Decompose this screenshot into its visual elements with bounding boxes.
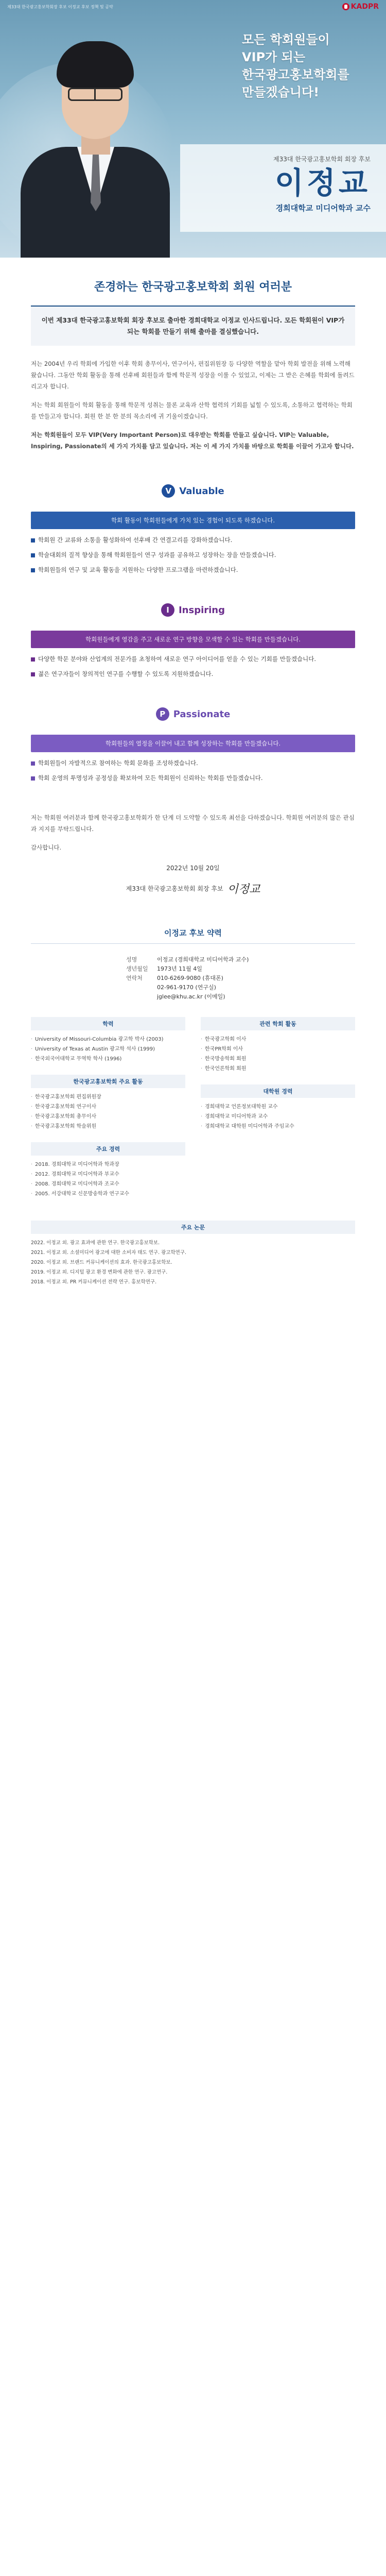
intro-paragraph: 저는 학회원들이 모두 VIP(Very Important Person)로 대우받는 학회를 만들고 싶습니다. VIP는 Valuable, Inspiring, Passionate의 세 가지 가치를 담고 있습니다. 저는 이 세 가지 가치를 바탕으로 학회를 이끌어 가고자 합니다. [31, 431, 354, 450]
list-item: 학회원 간 교류와 소통을 활성화하여 선후배 간 연결고리를 강화하겠습니다. [31, 535, 355, 545]
headline-line: VIP가 되는 [242, 50, 306, 64]
list-item: · 한국광고홍보학회 학술위원 [31, 1123, 185, 1131]
papers-list [31, 1239, 355, 1286]
info-row: 생년월일 1973년 11월 4일 [126, 965, 202, 972]
profile-title: 이정교 후보 약력 [31, 927, 355, 944]
value-inspiring [31, 594, 355, 679]
hero-headline [242, 31, 365, 101]
value-word: Passionate [173, 708, 231, 720]
list-item: 다양한 학문 분야와 산업계의 전문가를 초청하여 새로운 연구 아이디어를 얻을 수 있는 기회를 만들겠습니다. [31, 654, 355, 664]
closing-paragraph: 감사합니다. [31, 844, 62, 851]
candidate-position: 제33대 한국광고홍보학회 회장 후보 [273, 156, 371, 163]
value-letter-badge: P [156, 707, 169, 721]
handwritten-signature: 이정교 [227, 883, 260, 896]
list-item: 2019. 이정교 외. 디지털 광고 환경 변화에 관한 연구. 광고연구. [31, 1269, 168, 1275]
list-item: · University of Missouri-Columbia 광고학 박사 (2003) [31, 1036, 185, 1044]
square-bullet-icon [31, 568, 35, 572]
intro-paragraph: 저는 학회 회원들이 학회 활동을 통해 학문적 성취는 물론 교육과 산학 협력의 기회를 넓힐 수 있도록, 소통하고 협력하는 학회를 만들고자 합니다. 회원 한 분 한 분의 목소리에 귀 기울이겠습니다. [31, 401, 353, 420]
profile-section [0, 907, 386, 1221]
value-description: 학회원들의 열정을 이끌어 내고 함께 성장하는 학회를 만들겠습니다. [31, 735, 355, 752]
university-list [201, 1103, 355, 1131]
intro-title: 존경하는 한국광고홍보학회 회원 여러분 [94, 281, 292, 294]
list-item: · 2018. 경희대학교 미디어학과 학과장 [31, 1161, 185, 1169]
list-item: · 경희대학교 미디어학과 교수 [201, 1113, 355, 1121]
papers-heading: 주요 논문 [31, 1221, 355, 1234]
list-item: 젊은 연구자들이 창의적인 연구를 수행할 수 있도록 지원하겠습니다. [31, 669, 355, 679]
headline-line: 만들겠습니다! [242, 85, 320, 99]
papers-section [0, 1221, 386, 1309]
value-letter-badge: V [162, 484, 175, 498]
logo-icon [342, 3, 349, 10]
list-item: 2021. 이정교 외. 소셜미디어 광고에 대한 소비자 태도 연구. 광고학연구. [31, 1250, 187, 1256]
career-list [31, 1161, 185, 1198]
square-bullet-icon [31, 776, 35, 781]
list-item: 2020. 이정교 외. 브랜드 커뮤니케이션의 효과. 한국광고홍보학보. [31, 1260, 172, 1265]
value-word: Valuable [179, 485, 224, 497]
values-section [0, 469, 386, 807]
info-row: jglee@khu.ac.kr (이메일) [157, 993, 225, 1000]
list-item: · 한국외국어대학교 무역학 학사 (1996) [31, 1055, 185, 1063]
personal-info [126, 955, 260, 1002]
education-heading: 학력 [31, 1017, 185, 1030]
square-bullet-icon [31, 672, 35, 676]
external-list [201, 1036, 355, 1073]
intro-lead-box [31, 306, 355, 346]
candidate-affiliation: 경희대학교 미디어학과 교수 [275, 204, 371, 213]
letter-date: 2022년 10월 20일 [166, 865, 220, 872]
list-item: 2022. 이정교 외. 광고 효과에 관한 연구. 한국광고홍보학보. [31, 1240, 160, 1246]
list-item: · 2008. 경희대학교 미디어학과 조교수 [31, 1180, 185, 1189]
profile-column-right [201, 1017, 355, 1200]
square-bullet-icon [31, 657, 35, 662]
closing-section [0, 807, 386, 907]
list-item: · 한국광고홍보학회 총무이사 [31, 1113, 185, 1121]
hero-headline-area [180, 31, 386, 101]
list-item: · 한국광고홍보학회 연구이사 [31, 1103, 185, 1111]
education-list [31, 1036, 185, 1063]
list-item: 학술대회의 질적 향상을 통해 학회원들이 연구 성과를 공유하고 성장하는 장을 만들겠습니다. [31, 550, 355, 560]
profile-column-left [31, 1017, 185, 1200]
intro-body [31, 358, 355, 452]
university-heading: 대학원 경력 [201, 1084, 355, 1098]
career-heading: 주요 경력 [31, 1142, 185, 1156]
kadpr-logo[interactable] [342, 3, 379, 11]
value-word: Inspiring [178, 604, 225, 616]
external-heading: 관련 학회 활동 [201, 1017, 355, 1030]
info-row: 성명 이정교 (경희대학교 미디어학과 교수) [126, 956, 249, 963]
intro-lead: 이번 제33대 한국광고홍보학회 회장 후보로 출마한 경희대학교 이정교 인사드립니다. 모든 학회원이 VIP가 되는 학회를 만들기 위해 출마를 결심했습니다. [41, 316, 345, 335]
square-bullet-icon [31, 538, 35, 543]
value-description: 학회원들에게 영감을 주고 새로운 연구 방향을 모색할 수 있는 학회를 만들겠습니다. [31, 631, 355, 648]
value-passionate [31, 698, 355, 783]
list-item: · 한국방송학회 회원 [201, 1055, 355, 1063]
top-bar [0, 0, 386, 13]
list-item: 학회원들이 자발적으로 참여하는 학회 문화를 조성하겠습니다. [31, 758, 355, 768]
headline-line: 한국광고홍보학회를 [242, 67, 349, 82]
list-item: · 한국언론학회 회원 [201, 1065, 355, 1073]
candidate-portrait [21, 36, 175, 258]
info-row: 연락처 010-6269-9080 (휴대폰) [126, 975, 223, 981]
activities-heading: 한국광고홍보학회 주요 활동 [31, 1075, 185, 1088]
list-item: · 2012. 경희대학교 미디어학과 부교수 [31, 1171, 185, 1179]
list-item: · 한국광고홍보학회 편집위원장 [31, 1093, 185, 1101]
headline-line: 모든 학회원들이 [242, 32, 330, 47]
list-item: 2018. 이정교 외. PR 커뮤니케이션 전략 연구. 홍보학연구. [31, 1279, 157, 1285]
list-item: · University of Texas at Austin 광고학 석사 (1999) [31, 1045, 185, 1054]
candidate-name: 이정교 [274, 165, 371, 200]
profile-columns [31, 1017, 355, 1200]
signature-line [31, 880, 355, 896]
list-item: 학회 운영의 투명성과 공정성을 확보하여 모든 학회원이 신뢰하는 학회를 만들겠습니다. [31, 773, 355, 783]
list-item: · 경희대학교 대학원 미디어학과 주임교수 [201, 1123, 355, 1131]
value-letter-badge: I [161, 603, 174, 617]
list-item: · 한국광고학회 이사 [201, 1036, 355, 1044]
top-tagline: 제33대 한국광고홍보학회장 후보 이정교 후보 정책 및 공약 [7, 4, 113, 9]
activities-list [31, 1093, 185, 1131]
hero-banner [0, 0, 386, 258]
square-bullet-icon [31, 553, 35, 557]
value-description: 학회 활동이 학회원들에게 가치 있는 경험이 되도록 하겠습니다. [31, 512, 355, 529]
list-item: 학회원들의 연구 및 교육 활동을 지원하는 다양한 프로그램을 마련하겠습니다. [31, 565, 355, 575]
list-item: · 2005. 서강대학교 신문방송학과 연구교수 [31, 1190, 185, 1198]
square-bullet-icon [31, 761, 35, 766]
value-valuable [31, 474, 355, 575]
list-item: · 경희대학교 언론정보대학원 교수 [201, 1103, 355, 1111]
intro-section [0, 258, 386, 469]
list-item: · 한국PR학회 이사 [201, 1045, 355, 1054]
intro-paragraph: 저는 2004년 우리 학회에 가입한 이후 학회 총무이사, 연구이사, 편집위원장 등 다양한 역할을 맡아 학회 발전을 위해 노력해 왔습니다. 그동안 학회 활동을 통해 선후배 회원들과 함께 학문적 성장을 이룰 수 있었고, 이제는 그 받은 은혜를 학회에 돌려드리고자 합니다. [31, 360, 355, 390]
closing-paragraph: 저는 학회원 여러분과 함께 한국광고홍보학회가 한 단계 더 도약할 수 있도록 최선을 다하겠습니다. 학회원 여러분의 많은 관심과 지지를 부탁드립니다. [31, 814, 355, 833]
logo-text: KADPR [350, 3, 379, 11]
info-row: 02-961-9170 (연구실) [157, 984, 216, 991]
signature-caption: 제33대 한국광고홍보학회 회장 후보 [126, 885, 223, 892]
candidate-nameplate [180, 144, 386, 232]
